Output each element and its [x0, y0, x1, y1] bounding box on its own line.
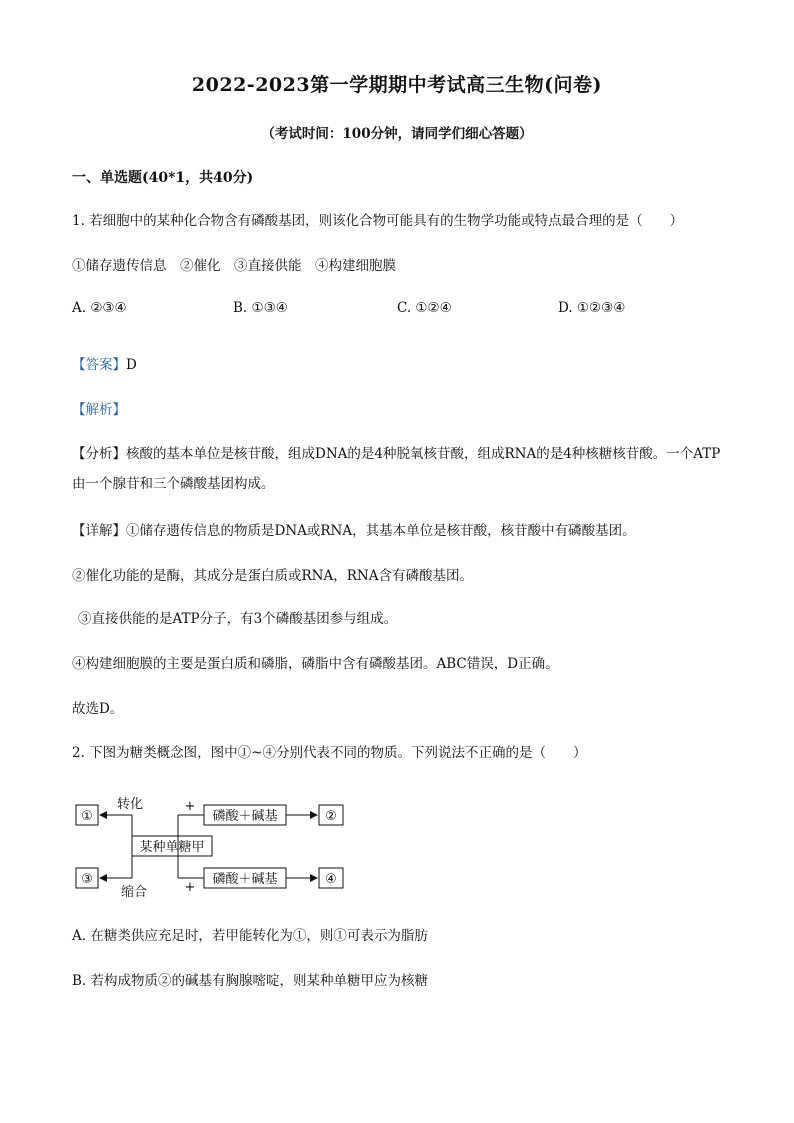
node-3-label: ③ [81, 872, 93, 887]
q1-detail-4: ④构建细胞膜的主要是蛋白质和磷脂，磷脂中含有磷酸基团。ABC错误，D正确。 [72, 656, 559, 672]
q1-conclusion: 故选D。 [72, 701, 124, 717]
detail-1-text: ①储存遗传信息的物质是DNA或RNA，其基本单位是核苷酸，核苷酸中有磷酸基团。 [126, 523, 636, 539]
node-1-label: ① [81, 809, 93, 824]
top-phosphate-base-label: 磷酸＋碱基 [212, 809, 278, 824]
center-sugar-label: 某种单糖甲 [139, 840, 205, 855]
node-4-label: ④ [325, 872, 337, 887]
q1-stem: 1. 若细胞中的某种化合物含有磷酸基团，则该化合物可能具有的生物学功能或特点最合理的是（ ） [72, 213, 684, 229]
page-title: 2022-2023第一学期期中考试高三生物(问卷) [191, 74, 603, 96]
condense-label: 缩合 [120, 885, 148, 900]
q2-stem: 2. 下图为糖类概念图，图中①~④分别代表不同的物质。下列说法不正确的是（ ） [72, 745, 587, 761]
exam-subtitle: （考试时间：100分钟，请同学们细心答题） [261, 126, 533, 142]
q1-items: ①储存遗传信息 ②催化 ③直接供能 ④构建细胞膜 [72, 258, 396, 274]
xiangjie-tag: 【详解】 [72, 523, 126, 539]
answer-tag: 【答案】 [72, 357, 126, 373]
q1-analysis-fenxi [72, 439, 732, 499]
q1-analysis-heading [72, 400, 126, 420]
q1-option-d: D. ①②③④ [558, 300, 626, 316]
answer-value: D [126, 357, 137, 373]
plus-top: + [184, 799, 196, 814]
q2-option-a: A. 在糖类供应充足时，若甲能转化为①，则①可表示为脂肪 [72, 928, 428, 944]
node-2-label: ② [325, 809, 337, 824]
q1-detail-2: ②催化功能的是酶，其成分是蛋白质或RNA，RNA含有磷酸基团。 [72, 568, 473, 584]
fenxi-tag: 【分析】 [72, 446, 126, 462]
q2-option-b: B. 若构成物质②的碱基有胸腺嘧啶，则某种单糖甲应为核糖 [72, 973, 429, 989]
q1-detail-1 [72, 521, 636, 541]
bottom-phosphate-base-label: 磷酸＋碱基 [212, 872, 278, 887]
q1-option-c: C. ①②④ [397, 300, 452, 316]
q1-detail-3: ③直接供能的是ATP分子，有3个磷酸基团参与组成。 [78, 611, 398, 627]
q1-option-a: A. ②③④ [72, 300, 127, 316]
q1-answer [72, 355, 137, 375]
plus-bottom: + [184, 880, 196, 895]
analysis-tag: 【解析】 [72, 402, 126, 418]
fenxi-text: 核酸的基本单位是核苷酸，组成DNA的是4种脱氧核苷酸，组成RNA的是4种核糖核苷酸。一个ATP由一个腺苷和三个磷酸基团构成。 [72, 446, 721, 492]
sugar-concept-diagram [72, 790, 362, 900]
q1-option-b: B. ①③④ [233, 300, 288, 316]
convert-label: 转化 [116, 797, 144, 812]
section-heading: 一、单选题(40*1，共40分) [72, 170, 254, 186]
